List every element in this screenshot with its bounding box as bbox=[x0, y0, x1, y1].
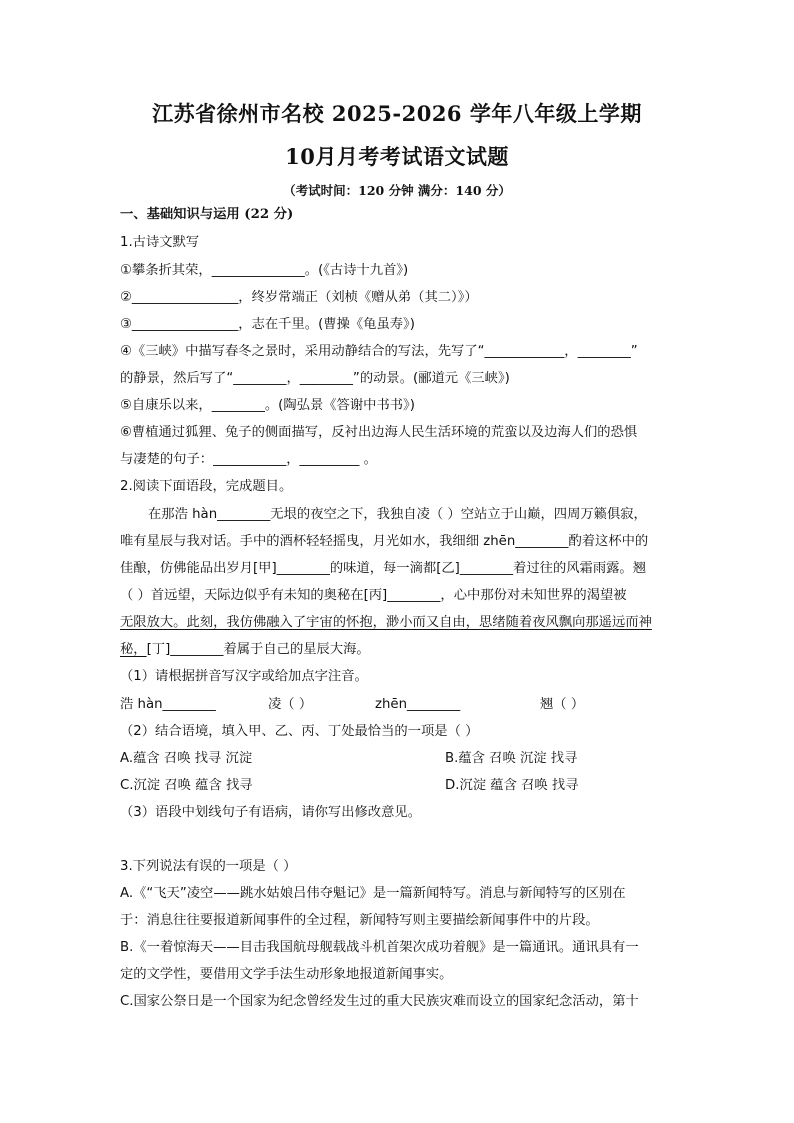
option-c: C.沉淀 召唤 蕴含 找寻 bbox=[120, 778, 253, 793]
q3-option-a-line1: A.《“飞天”凌空——跳水姑娘吕伟夺魁记》是一篇新闻特写。消息与新闻特写的区别在 bbox=[120, 886, 626, 901]
q2-passage-line2: 唯有星辰与我对话。手中的酒杯轻轻摇曳，月光如水，我细细 zhēn________酌着这杯中的 bbox=[120, 534, 649, 549]
passage-line6-rest: [丁]________着属于自己的星辰大海。 bbox=[146, 642, 370, 657]
q2-sub1: （1）请根据拼音写汉字或给加点字注音。 bbox=[120, 669, 368, 684]
q3-heading: 3.下列说法有误的一项是（ ） bbox=[120, 859, 297, 874]
q2-heading: 2.阅读下面语段，完成题目。 bbox=[120, 479, 293, 494]
q1-line6: ⑤自康乐以来，________。(陶弘景《答谢中书书》) bbox=[120, 398, 415, 413]
option-a: A.蕴含 召唤 找寻 沉淀 bbox=[120, 751, 253, 766]
blank-ling: 凌（ ） bbox=[268, 697, 313, 712]
q1-line5: 的静景，然后写了“________，________”的动景。(郦道元《三峡》) bbox=[120, 371, 510, 386]
blank-hao-han: 浩 hàn________ bbox=[120, 697, 216, 712]
q3-option-c-line1: C.国家公祭日是一个国家为纪念曾经发生过的重大民族灾难而设立的国家纪念活动，第十 bbox=[120, 994, 639, 1009]
q2-sub3: （3）语段中划线句子有语病，请你写出修改意见。 bbox=[120, 805, 421, 820]
q1-line1: ①攀条折其荣，______________。(《古诗十九首》) bbox=[120, 263, 409, 278]
q1-line2: ②________________，终岁常端正（刘桢《赠从弟（其二）》） bbox=[120, 290, 478, 305]
blank-qiao: 翘（ ） bbox=[540, 697, 585, 712]
q1-line8: 与凄楚的句子：___________，_________ 。 bbox=[120, 452, 377, 467]
q1-heading: 1.古诗文默写 bbox=[120, 235, 200, 250]
q2-passage-line6 bbox=[120, 641, 690, 659]
section1-heading: 一、基础知识与运用 (22 分) bbox=[120, 207, 294, 222]
q2-passage-line3: 佳酿，仿佛能品出岁月[甲]________的味道，每一滴都[乙]________着过往的风霜雨露。翘 bbox=[120, 561, 647, 576]
q2-sub2: （2）结合语境，填入甲、乙、丙、丁处最恰当的一项是（ ） bbox=[120, 724, 479, 739]
q3-option-a-line2: 于：消息往往要报道新闻事件的全过程，新闻特写则主要描绘新闻事件中的片段。 bbox=[120, 913, 599, 928]
q1-line3: ③________________，志在千里。(曹操《龟虽寿》) bbox=[120, 317, 415, 332]
q1-line4: ④《三峡》中描写春冬之景时，采用动静结合的写法，先写了“____________，________” bbox=[120, 344, 638, 359]
option-b: B.蕴含 召唤 沉淀 找寻 bbox=[445, 751, 578, 766]
option-d: D.沉淀 蕴含 召唤 找寻 bbox=[445, 778, 579, 793]
q2-passage-line5 bbox=[120, 614, 690, 632]
blank-zhen: zhēn________ bbox=[375, 697, 461, 712]
q3-option-b-line2: 定的文学性，要借用文学手法生动形象地报道新闻事实。 bbox=[120, 967, 453, 982]
q1-line7: ⑥曹植通过狐狸、兔子的侧面描写，反衬出边海人民生活环境的荒蛮以及边海人们的恐惧 bbox=[120, 425, 638, 440]
exam-title-line2: 10月月考考试语文试题 bbox=[285, 144, 509, 169]
underlined-sentence-part2: 秘， bbox=[120, 642, 147, 657]
q3-option-b-line1: B.《一着惊海天——目击我国航母舰载战斗机首架次成功着舰》是一篇通讯。通讯具有一 bbox=[120, 940, 639, 955]
underlined-sentence-part1: 无限放大。此刻，我仿佛融入了宇宙的怀抱，渺小而又自由，思绪随着夜风飘向那遥远而神 bbox=[120, 615, 652, 630]
q2-passage-line1: 在那浩 hàn________无垠的夜空之下，我独自凌（ ）空站立于山巅，四周万籁俱寂， bbox=[148, 507, 647, 522]
exam-info: （考试时间：120 分钟 满分：140 分） bbox=[283, 183, 511, 198]
exam-title-line1: 江苏省徐州市名校 2025-2026 学年八年级上学期 bbox=[152, 101, 642, 126]
q2-passage-line4: （ ）首远望，天际边似乎有未知的奥秘在[丙]________，心中那份对未知世界的渴望被 bbox=[120, 588, 627, 603]
